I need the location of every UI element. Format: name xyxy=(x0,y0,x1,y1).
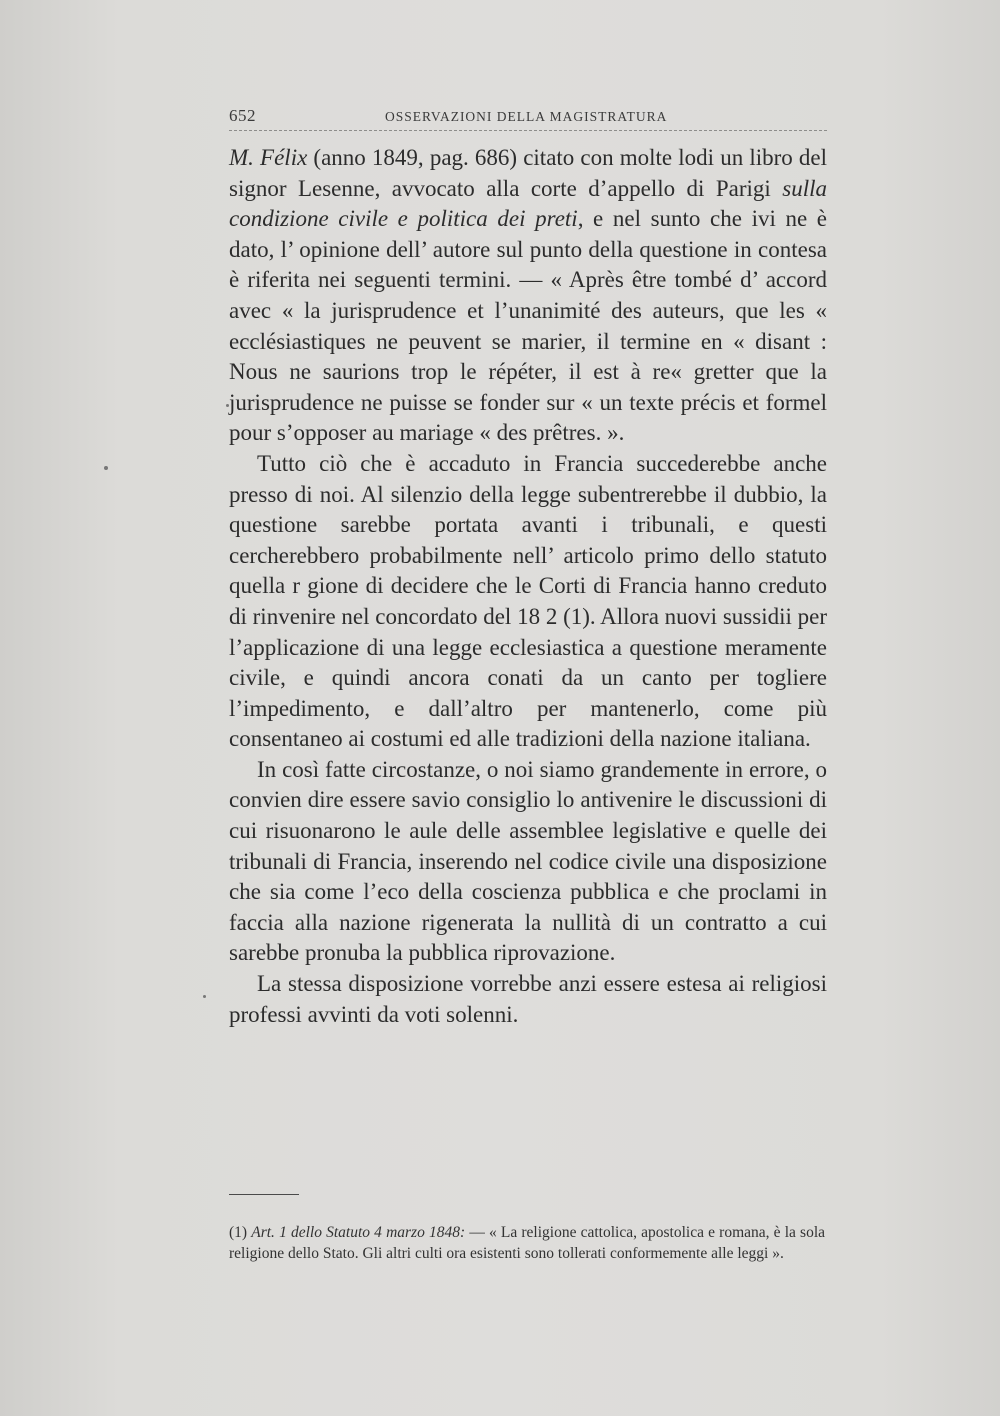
text-segment: — « La religione cattolica, apostolica e romana, è la sola religione dello Stato. Gli altri culti ora esistenti sono tollerati conformemente alle leggi ». xyxy=(229,1223,826,1262)
paper-speck xyxy=(226,404,229,407)
paragraph-4 xyxy=(229,969,827,1030)
text-segment: In così fatte circostanze, o noi siamo grandemente in errore, o convien dire essere savio consiglio lo antivenire le discussioni di cui risuonarono le aule delle assemblee legislative e quelle dei tribunali di Francia, inserendo nel codice civile una disposizione che sia come l’eco della coscienza pubblica e che proclami in faccia alla nazione rigenerata la nullità di un contratto a cui sarebbe pronuba la pubblica riprovazione. xyxy=(229,756,827,966)
running-head: OSSERVAZIONI DELLA MAGISTRATURA xyxy=(385,109,668,124)
paper-speck xyxy=(203,995,206,998)
text-segment: La stessa disposizione vorrebbe anzi essere estesa ai religiosi professi avvinti da voti solenni. xyxy=(229,971,827,1027)
italic-text-segment: Art. 1 dello Statuto 4 marzo 1848: xyxy=(251,1223,466,1241)
body-text xyxy=(229,143,827,1030)
footnote-rule xyxy=(229,1194,299,1195)
paragraph-2 xyxy=(229,449,827,755)
paragraph-3 xyxy=(229,755,827,969)
text-segment: (1) xyxy=(229,1223,252,1241)
text-segment: Tutto ciò che è accaduto in Francia succederebbe anche presso di noi. Al silenzio della legge subentrerebbe il dubbio, la questione sarebbe portata avanti i tribunali, e questi cercherebbero probabilmente nell’ articolo primo dello statuto quella r gione di decidere che le Corti di Francia hanno creduto di rinvenire nel concordato del 18 2 (1). Allora nuovi sussidii per l’applicazione di una legge ecclesiastica a questione meramente civile, e quindi ancora conati da un canto per togliere l’impedimento, e dall’altro per mantenerlo, come più consentaneo ai costumi ed alle tradizioni della nazione italiana. xyxy=(229,450,827,752)
italic-text-segment: sulla condizione civile e politica dei preti xyxy=(229,175,827,232)
page-header xyxy=(229,104,827,128)
paragraph-1 xyxy=(229,143,827,449)
text-segment: , e nel sunto che ivi ne è dato, l’ opinione dell’ autore sul punto della questione in contesa è riferita nei seguenti termini. — « Après être tombé d’ accord avec « la jurisprudence et l’unanimité des auteurs, que les « ecclésiastiques ne peuvent se marier, il termine en « disant : Nous ne saurions trop le répéter, il est à re« gretter que la jurisprudence ne puisse se fonder sur « un texte précis et formel pour s’opposer au mariage « des prêtres. ». xyxy=(229,206,828,446)
paper-speck xyxy=(104,466,108,470)
text-segment: (anno 1849, pag. 686) citato con molte lodi un libro del signor Lesenne, avvocato alla corte d’appello di Parigi xyxy=(229,145,828,201)
header-rule xyxy=(229,130,827,131)
italic-text-segment: M. Félix xyxy=(229,145,308,170)
page-number: 652 xyxy=(229,106,256,125)
footnote xyxy=(229,1222,825,1264)
